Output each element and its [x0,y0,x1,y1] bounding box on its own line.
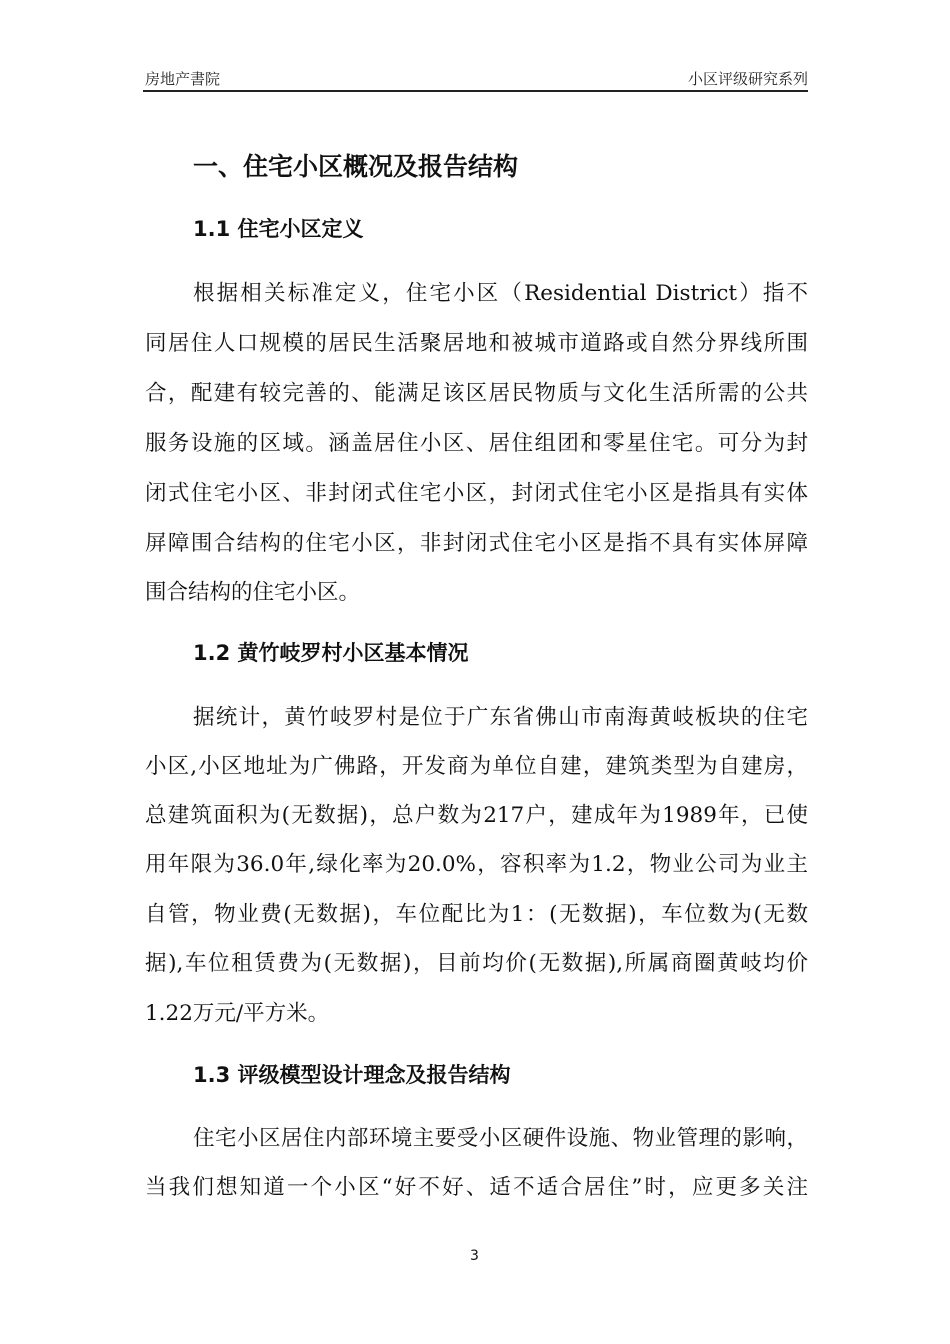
paragraph-line: 合，配建有较完善的、能满足该区居民物质与文化生活所需的公共 [145,381,808,406]
paragraph-line: 据统计，黄竹岐罗村是位于广东省佛山市南海黄岐板块的住宅 [193,705,808,730]
paragraph-line: 服务设施的区域。涵盖居住小区、居住组团和零星住宅。可分为封 [145,431,808,456]
paragraph-line: 同居住人口规模的居民生活聚居地和被城市道路或自然分界线所围 [145,331,808,356]
page-number: 3 [470,1248,479,1264]
paragraph-line: 用年限为36.0年,绿化率为20.0%，容积率为1.2，物业公司为业主 [145,852,808,877]
paragraph-line: 围合结构的住宅小区。 [145,580,361,605]
paragraph-line: 1.22万元/平方米。 [145,1001,330,1026]
header-right: 小区评级研究系列 [687,70,808,88]
header-rule [143,90,808,92]
section-heading: 1.3 评级模型设计理念及报告结构 [193,1063,511,1087]
paragraph-line: 当我们想知道一个小区“好不好、适不适合居住”时，应更多关注 [145,1175,808,1200]
paragraph-line: 小区,小区地址为广佛路，开发商为单位自建，建筑类型为自建房， [145,754,808,779]
paragraph-line: 闭式住宅小区、非封闭式住宅小区，封闭式住宅小区是指具有实体 [145,481,808,506]
paragraph-line: 自管，物业费(无数据)，车位配比为1：(无数据)，车位数为(无数 [145,902,808,927]
paragraph-line: 根据相关标准定义，住宅小区（Residential District）指不 [193,281,808,306]
paragraph-line: 总建筑面积为(无数据)，总户数为217户，建成年为1989年，已使 [145,803,808,828]
paragraph-line: 屏障围合结构的住宅小区，非封闭式住宅小区是指不具有实体屏障 [145,531,808,556]
section-heading: 1.2 黄竹岐罗村小区基本情况 [193,641,469,665]
section-heading: 1.1 住宅小区定义 [193,217,364,241]
paragraph-line: 据),车位租赁费为(无数据)，目前均价(无数据),所属商圈黄岐均价 [145,951,808,976]
chapter-title: 一、住宅小区概况及报告结构 [193,152,519,181]
header-left: 房地产書院 [145,70,221,88]
paragraph-line: 住宅小区居住内部环境主要受小区硬件设施、物业管理的影响， [193,1126,808,1151]
